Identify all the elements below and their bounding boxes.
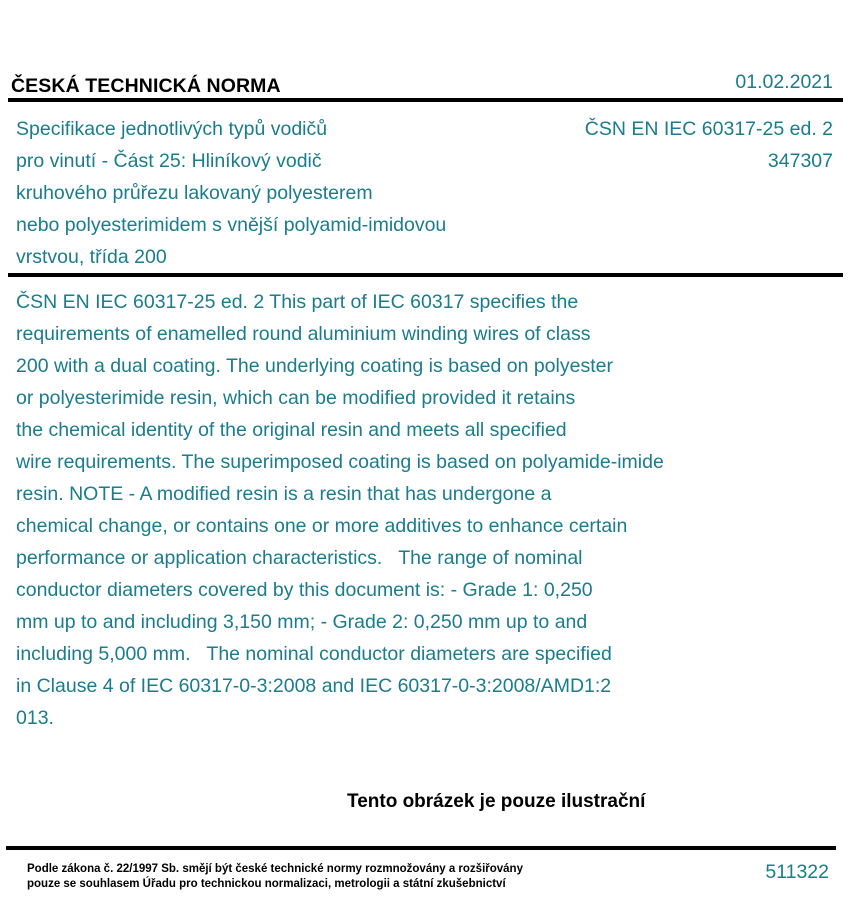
header-divider (8, 98, 843, 102)
standard-header-title: ČESKÁ TECHNICKÁ NORMA (11, 75, 281, 97)
abstract-line: 200 with a dual coating. The underlying coating is based on polyester (16, 355, 613, 377)
catalog-number: 347307 (767, 150, 833, 172)
abstract-line: chemical change, or contains one or more additives to enhance certain (16, 515, 628, 537)
abstract-line: in Clause 4 of IEC 60317-0-3:2008 and IEC 60317-0-3:2008/AMD1:2 (16, 675, 612, 697)
abstract-line: requirements of enamelled round aluminium winding wires of class (16, 323, 591, 345)
illustration-note: Tento obrázek je pouze ilustrační (347, 791, 646, 812)
abstract-line: mm up to and including 3,150 mm; - Grade 2: 0,250 mm up to and (16, 611, 588, 633)
standard-designation: ČSN EN IEC 60317-25 ed. 2 (584, 118, 833, 140)
title-line: vrstvou, třída 200 (16, 246, 167, 268)
footer-divider (6, 846, 836, 850)
abstract-line: including 5,000 mm. The nominal conductor diameters are specified (16, 643, 612, 665)
title-divider (8, 273, 843, 277)
title-line: kruhového průřezu lakovaný polyesterem (16, 182, 373, 204)
legal-line: pouze se souhlasem Úřadu pro technickou normalizaci, metrologii a státní zkušebnictví (27, 878, 506, 890)
legal-line: Podle zákona č. 22/1997 Sb. smějí být české technické normy rozmnožovány a rozšiřovány (27, 863, 523, 875)
abstract-line: the chemical identity of the original resin and meets all specified (16, 419, 567, 441)
abstract-line: or polyesterimide resin, which can be modified provided it retains (16, 387, 576, 409)
publication-date: 01.02.2021 (735, 71, 833, 93)
abstract-line: conductor diameters covered by this document is: - Grade 1: 0,250 (16, 579, 593, 601)
document-number: 511322 (765, 861, 829, 883)
title-line: pro vinutí - Část 25: Hliníkový vodič (16, 150, 322, 172)
abstract-text (16, 286, 756, 734)
abstract-line: resin. NOTE - A modified resin is a resin that has undergone a (16, 483, 552, 505)
standard-identifiers (585, 113, 833, 177)
abstract-line: ČSN EN IEC 60317-25 ed. 2 This part of IEC 60317 specifies the (16, 291, 579, 313)
legal-notice (27, 862, 523, 892)
title-line: Specifikace jednotlivých typů vodičů (16, 118, 328, 140)
standard-title (16, 113, 536, 273)
abstract-line: wire requirements. The superimposed coating is based on polyamide-imide (16, 451, 664, 473)
abstract-line: 013. (16, 707, 54, 729)
abstract-line: performance or application characteristics. The range of nominal (16, 547, 583, 569)
title-line: nebo polyesterimidem s vnější polyamid-imidovou (16, 214, 447, 236)
